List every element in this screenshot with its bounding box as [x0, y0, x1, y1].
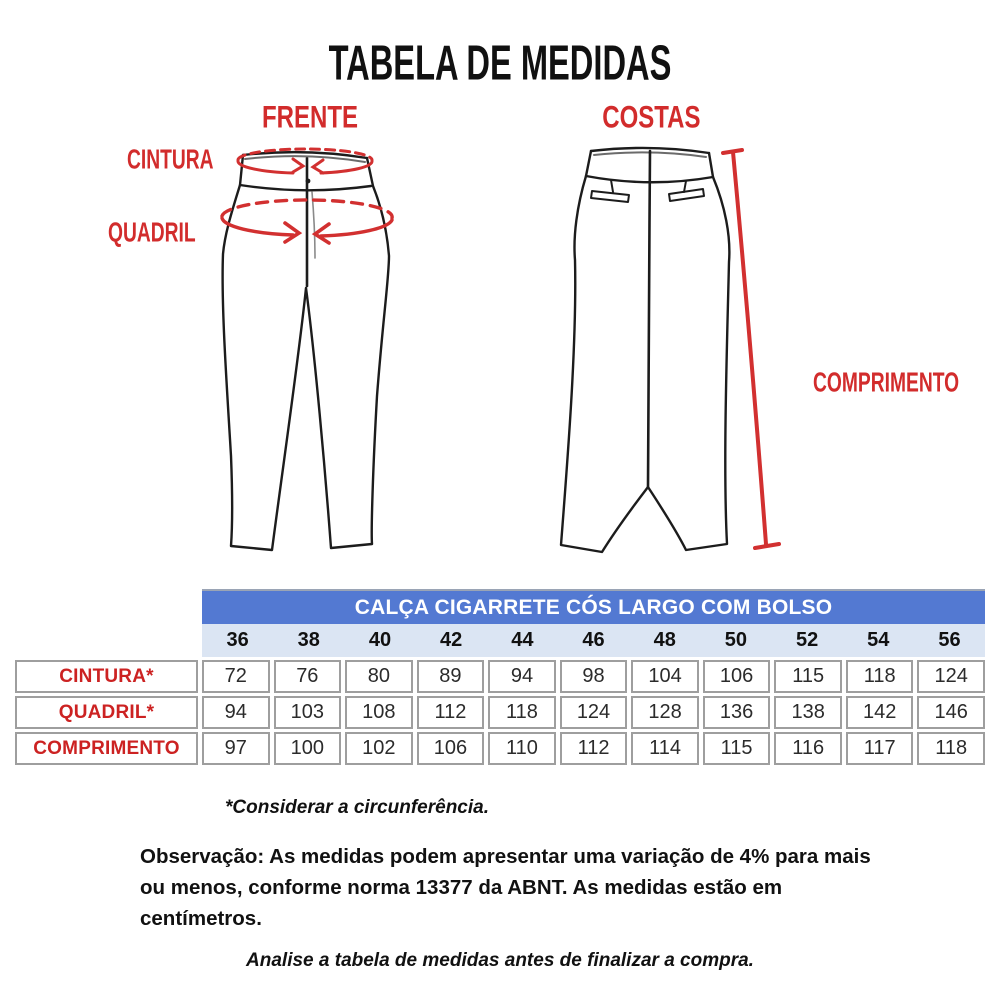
size-header: 54	[867, 629, 890, 651]
table-cell: 118	[917, 732, 985, 765]
table-cell: 115	[774, 660, 842, 693]
circumference-note: *Considerar a circunferência.	[225, 797, 489, 818]
final-advice-note: Analise a tabela de medidas antes de finalizar a compra.	[246, 950, 754, 971]
table-title: CALÇA CIGARRETE CÓS LARGO COM BOLSO	[354, 595, 833, 619]
table-title-bar	[202, 589, 985, 624]
table-cell: 124	[560, 696, 628, 729]
sizes-header-row	[202, 624, 985, 657]
observation-line: centímetros.	[140, 907, 262, 930]
table-cell: 116	[774, 732, 842, 765]
table-cell: 117	[846, 732, 914, 765]
waist-annotation-label: CINTURA	[127, 143, 214, 175]
front-pants-diagram	[205, 136, 410, 566]
table-cell: 118	[488, 696, 556, 729]
length-annotation-label: COMPRIMENTO	[813, 366, 960, 398]
size-header: 38	[297, 629, 320, 651]
page-title: TABELA DE MEDIDAS	[328, 36, 672, 91]
table-row-waist	[15, 660, 985, 693]
size-header: 56	[938, 629, 961, 651]
measurements-table	[15, 589, 985, 765]
table-cell: 108	[345, 696, 413, 729]
table-cell: 103	[274, 696, 342, 729]
table-cell: 104	[631, 660, 699, 693]
table-cell: 102	[345, 732, 413, 765]
table-row-length	[15, 732, 985, 765]
table-cell: 98	[560, 660, 628, 693]
row-label-length: COMPRIMENTO	[15, 732, 198, 765]
table-cell: 106	[703, 660, 771, 693]
table-cell: 115	[703, 732, 771, 765]
table-cell: 118	[846, 660, 914, 693]
size-header: 40	[368, 629, 392, 651]
table-cell: 124	[917, 660, 985, 693]
back-view-label: COSTAS	[601, 100, 701, 135]
table-cell: 80	[345, 660, 413, 693]
table-cell: 76	[274, 660, 342, 693]
row-label-waist: CINTURA*	[15, 660, 198, 693]
table-cell: 112	[417, 696, 485, 729]
size-header: 42	[440, 629, 463, 651]
table-cell: 106	[417, 732, 485, 765]
back-pants-diagram	[545, 136, 795, 566]
size-header: 52	[795, 629, 819, 651]
fly-button-dot	[306, 179, 311, 184]
length-measure-line	[723, 150, 779, 548]
table-cell: 142	[846, 696, 914, 729]
observation-note	[140, 841, 871, 934]
table-cell: 94	[202, 696, 270, 729]
table-cell: 146	[917, 696, 985, 729]
table-cell: 89	[417, 660, 485, 693]
size-header: 48	[653, 629, 676, 651]
size-header: 44	[511, 629, 534, 651]
table-cell: 94	[488, 660, 556, 693]
table-cell: 112	[560, 732, 628, 765]
observation-line: Observação: As medidas podem apresentar uma variação de 4% para mais	[140, 845, 871, 868]
front-view-label: FRENTE	[262, 100, 358, 135]
table-cell: 136	[703, 696, 771, 729]
table-cell: 97	[202, 732, 270, 765]
size-header: 50	[724, 629, 748, 651]
table-cell: 128	[631, 696, 699, 729]
table-cell: 138	[774, 696, 842, 729]
table-cell: 114	[631, 732, 699, 765]
size-header: 46	[582, 629, 605, 651]
table-cell: 100	[274, 732, 342, 765]
hip-annotation-label: QUADRIL	[108, 216, 196, 248]
table-row-hip	[15, 696, 985, 729]
observation-line: ou menos, conforme norma 13377 da ABNT. As medidas estão em	[140, 876, 783, 899]
table-cell: 72	[202, 660, 270, 693]
size-header: 36	[226, 629, 249, 651]
table-cell: 110	[488, 732, 556, 765]
row-label-hip: QUADRIL*	[15, 696, 198, 729]
